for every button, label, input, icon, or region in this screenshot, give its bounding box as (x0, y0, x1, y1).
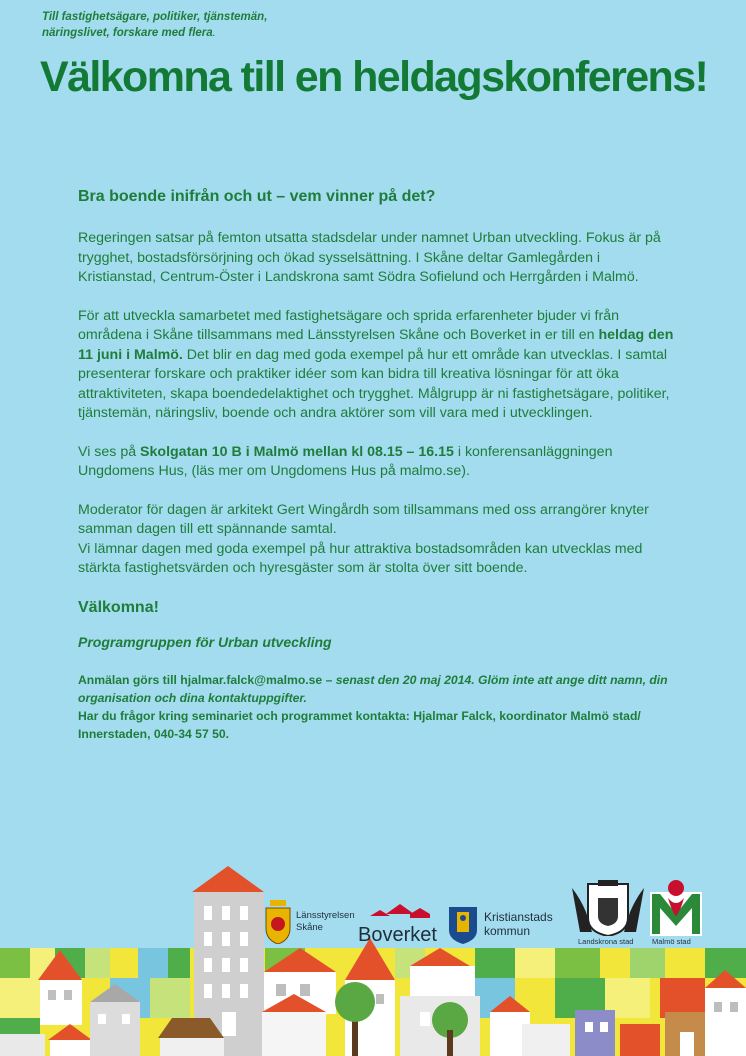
landskrona-crest-icon (570, 878, 646, 936)
lansstyrelsen-logo (296, 910, 355, 934)
section-heading: Bra boende inifrån och ut – vem vinner på det? (78, 188, 436, 205)
lansstyrelsen-name: Länsstyrelsen (296, 910, 355, 921)
program-group: Programgruppen för Urban utveckling (78, 634, 332, 650)
outcome-text: Vi lämnar dagen med goda exempel på hur attraktiva bostadsområden kan utvecklas med stärkta fastighetsvärden och hyresgäster som är stolta över sitt boende. (78, 540, 643, 576)
paragraph-moderator (78, 501, 678, 579)
boverket-roof-icon (370, 902, 436, 922)
welcome-text: Välkomna! (78, 598, 159, 616)
invitation-date: heldag den 11 juni i Malmö. (78, 327, 674, 363)
malmo-logo: Malmö stad (652, 937, 691, 946)
boverket-logo: Boverket (358, 924, 437, 946)
invitation-text-b: Det blir en dag med goda exempel på hur ett område kan utvecklas. I samtal presenterar forskare och praktiker idéer som kan bidra till kreativa lösningar för att öka attraktiviteten, skapa boendedelaktighet och trygghet. Målgrupp är ni fastighetsägare, politiker, tjänstemän, näringsliv, boende och andra aktörer som vill vara med i utvecklingen. (78, 346, 670, 421)
lansstyrelsen-region: Skåne (296, 922, 323, 933)
main-content (78, 186, 678, 743)
malmo-crest-icon (650, 878, 702, 936)
paragraph-intro: Regeringen satsar på femton utsatta stadsdelar under namnet Urban utveckling. Fokus är på trygghet, bostadsförsörjning och ökad sysselsättning. I Skåne deltar Gamlegården i Kristianstad, Centrum-Öster i Landskrona samt Södra Sofielund och Herrgården i Malmö. (78, 230, 661, 285)
registration-info (78, 671, 678, 743)
audience-line-2 (42, 25, 342, 41)
kristianstad-logo (484, 910, 553, 938)
kristianstad-name: Kristianstads (484, 910, 553, 924)
venue-text-b: i konferensanläggningen Ungdomens Hus, (läs mer om Ungdomens Hus på malmo.se). (78, 443, 613, 479)
invitation-text-a: För att utveckla samarbetet med fastighetsägare och sprida erfarenheter bjuder vi från områdena i Skåne tillsammans med Länsstyrelsen Skåne och Boverket in er till en (78, 307, 619, 343)
audience-line-2-text: näringslivet, forskare med flera (42, 27, 213, 39)
registration-deadline: – senast den 20 maj 2014. Glöm inte att ange ditt namn, din organisation och dina kontaktuppgifter. (78, 672, 668, 705)
audience-line-2-end: . (212, 27, 216, 39)
audience-line (42, 9, 342, 41)
lansstyrelsen-crest-icon (265, 900, 291, 944)
registration-email[interactable]: Anmälan görs till hjalmar.falck@malmo.se (78, 672, 323, 687)
contact-info: Har du frågor kring seminariet och programmet kontakta: Hjalmar Falck, koordinator Malmö stad/ Innerstaden, 040-34 57 50. (78, 708, 641, 741)
moderator-text: Moderator för dagen är arkitekt Gert Wingårdh som tillsammans med oss arrangörer knyter samman dagen till ett spännande samtal. (78, 501, 649, 537)
kristianstad-kommun: kommun (484, 924, 531, 938)
audience-line-1: Till fastighetsägare, politiker, tjänstemän, (42, 11, 268, 23)
paragraph-invitation (78, 307, 678, 424)
venue-text-a: Vi ses på (78, 443, 141, 460)
page-title: Välkomna till en heldagskonferens! (40, 53, 708, 101)
landskrona-logo: Landskrona stad (578, 937, 634, 946)
kristianstad-crest-icon (448, 906, 478, 944)
paragraph-venue (78, 443, 678, 482)
logos-row (0, 870, 746, 950)
venue-address: Skolgatan 10 B i Malmö mellan kl 08.15 – 16.15 (140, 443, 454, 460)
